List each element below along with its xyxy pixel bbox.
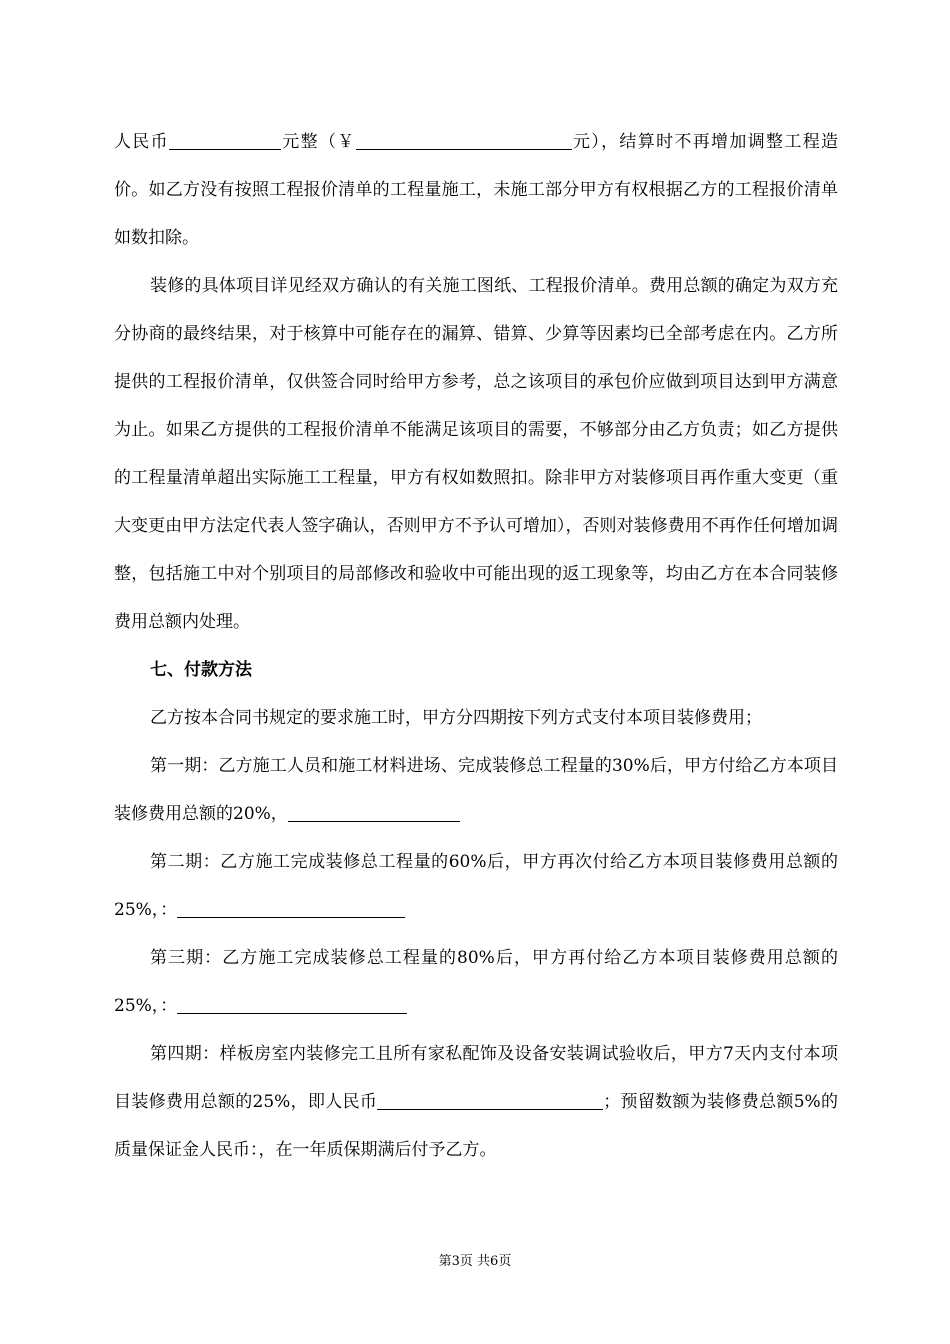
paragraph-phase-3 xyxy=(114,934,838,1030)
blank-phase-3 xyxy=(177,995,407,1014)
section-heading-payment: 七、付款方法 xyxy=(150,660,252,680)
text-segment: 第四期：样板房室内装修完工且所有家私配饰及设备安装调试验收后，甲方7天内支付本项目装修费用总额的25%，即人民币 xyxy=(114,1044,838,1112)
blank-phase-4 xyxy=(377,1091,603,1110)
paragraph-project-details: 装修的具体项目详见经双方确认的有关施工图纸、工程报价清单。费用总额的确定为双方充分协商的最终结果，对于核算中可能存在的漏算、错算、少算等因素均已全部考虑在内。乙方所提供的工程报价清单，仅供签合同时给甲方参考，总之该项目的承包价应做到项目达到甲方满意为止。如果乙方提供的工程报价清单不能满足该项目的需要，不够部分由乙方负责；如乙方提供的工程量清单超出实际施工工程量，甲方有权如数照扣。除非甲方对装修项目再作重大变更（重大变更由甲方法定代表人签字确认，否则甲方不予认可增加），否则对装修费用不再作任何增加调整，包括施工中对个别项目的局部修改和验收中可能出现的返工现象等，均由乙方在本合同装修费用总额内处理。 xyxy=(114,276,838,632)
page-footer: 第3页 共6页 xyxy=(438,1254,512,1269)
paragraph-phase-1 xyxy=(114,742,838,838)
blank-phase-2 xyxy=(177,899,405,918)
text-segment: 第三期：乙方施工完成装修总工程量的80%后，甲方再付给乙方本项目装修费用总额的25%，： xyxy=(114,948,838,1016)
paragraph-payment-intro: 乙方按本合同书规定的要求施工时，甲方分四期按下列方式支付本项目装修费用； xyxy=(150,708,762,728)
blank-amount-words xyxy=(169,131,281,150)
blank-amount-figures xyxy=(356,131,572,150)
text-segment: 元整（￥ xyxy=(280,132,356,152)
paragraph-phase-4 xyxy=(114,1030,838,1174)
blank-phase-1 xyxy=(288,803,460,822)
paragraph-phase-2 xyxy=(114,838,838,934)
text-segment: 元），结算时不再增加调整工程造价。如乙方没有按照工程报价清单的工程量施工，未施工部分甲方有权根据乙方的工程报价清单如数扣除。 xyxy=(114,132,839,248)
paragraph-contract-price xyxy=(114,118,838,262)
document-body xyxy=(114,118,838,1174)
text-segment: 第一期：乙方施工人员和施工材料进场、完成装修总工程量的30%后，甲方付给乙方本项目装修费用总额的20%， xyxy=(114,756,838,824)
text-segment: 人民币 xyxy=(114,132,169,152)
text-segment: 第二期：乙方施工完成装修总工程量的60%后，甲方再次付给乙方本项目装修费用总额的25%，： xyxy=(114,852,838,920)
text-segment: ；预留数额为装修费总额5%的质量保证金人民币：，在一年质保期满后付予乙方。 xyxy=(114,1092,838,1160)
